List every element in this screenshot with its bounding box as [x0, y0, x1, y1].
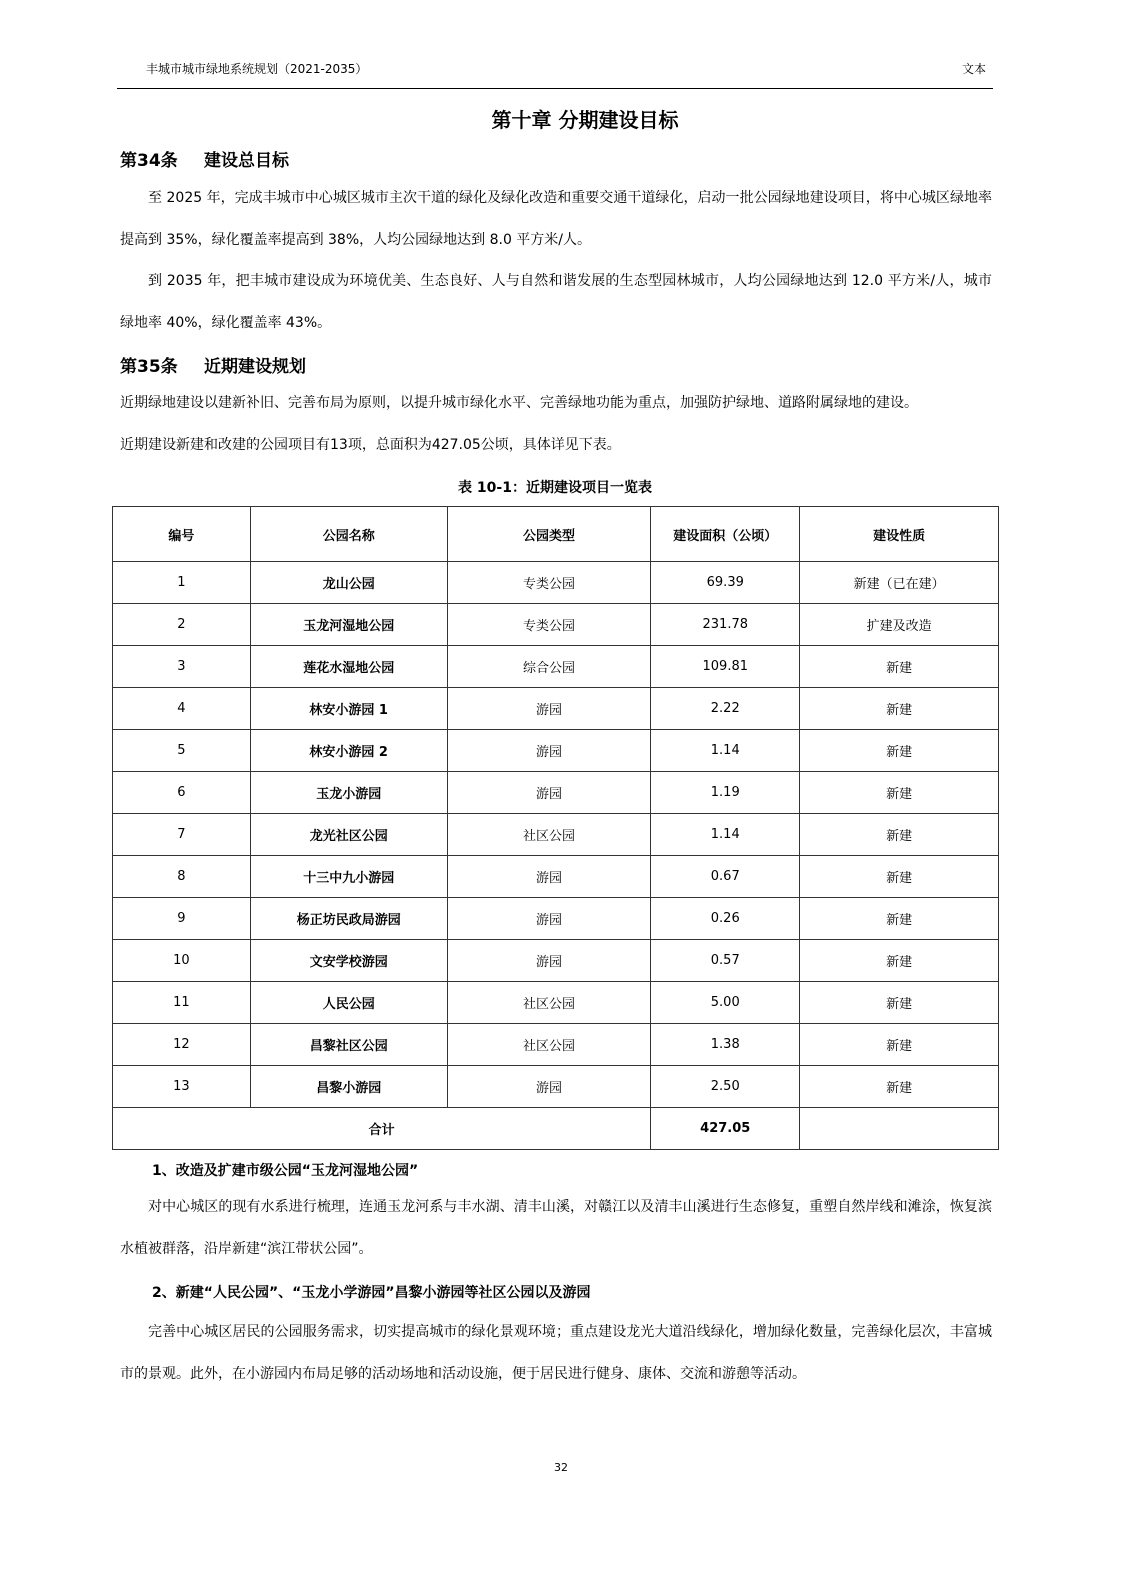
construction-area: 1.19 — [651, 772, 800, 814]
col-header-nature: 建设性质 — [800, 507, 999, 562]
construction-nature: 新建 — [800, 1066, 999, 1108]
construction-area: 1.38 — [651, 1024, 800, 1066]
section-1-heading: 1、改造及扩建市级公园“玉龙河湿地公园” — [152, 1163, 419, 1179]
article-34-number: 第34条 — [120, 151, 178, 171]
col-header-park-name: 公园名称 — [250, 507, 447, 562]
row-number: 8 — [113, 856, 251, 898]
park-type: 游园 — [447, 730, 651, 772]
article-34-paragraph-1: 至 2025 年，完成丰城市中心城区城市主次干道的绿化及绿化改造和重要交通干道绿化，启动一批公园绿地建设项目，将中心城区绿地率提高到 35%，绿化覆盖率提高到 38%，人均公园绿地达到 8.0 平方米/人。 — [120, 190, 992, 248]
article-35-paragraph-2: 近期建设新建和改建的公园项目有13项，总面积为427.05公顷，具体详见下表。 — [120, 437, 621, 453]
park-type: 游园 — [447, 772, 651, 814]
park-type: 游园 — [447, 856, 651, 898]
table-row — [113, 856, 999, 898]
article-35-number: 第35条 — [120, 357, 178, 377]
table-row — [113, 1066, 999, 1108]
park-name: 林安小游园 2 — [250, 730, 447, 772]
table-caption: 表 10-1：近期建设项目一览表 — [458, 480, 652, 496]
park-name: 玉龙河湿地公园 — [250, 604, 447, 646]
construction-area: 69.39 — [651, 562, 800, 604]
article-35-paragraph-1: 近期绿地建设以建新补旧、完善布局为原则，以提升城市绿化水平、完善绿地功能为重点，加强防护绿地、道路附属绿地的建设。 — [120, 395, 918, 411]
construction-nature: 新建 — [800, 940, 999, 982]
table-row — [113, 646, 999, 688]
construction-nature: 新建 — [800, 772, 999, 814]
construction-area: 1.14 — [651, 730, 800, 772]
park-name: 十三中九小游园 — [250, 856, 447, 898]
table-row — [113, 604, 999, 646]
construction-area: 231.78 — [651, 604, 800, 646]
table-row — [113, 940, 999, 982]
col-header-park-type: 公园类型 — [447, 507, 651, 562]
park-name: 龙山公园 — [250, 562, 447, 604]
section-2-heading: 2、新建“人民公园”、“玉龙小学游园”昌黎小游园等社区公园以及游园 — [152, 1285, 591, 1301]
construction-nature: 扩建及改造 — [800, 604, 999, 646]
table-row — [113, 814, 999, 856]
row-number: 5 — [113, 730, 251, 772]
article-34-title: 建设总目标 — [204, 151, 289, 171]
table-row — [113, 1024, 999, 1066]
construction-nature: 新建 — [800, 1024, 999, 1066]
page-number: 32 — [554, 1461, 568, 1474]
construction-nature: 新建 — [800, 856, 999, 898]
table-row — [113, 982, 999, 1024]
total-label: 合计 — [113, 1108, 651, 1150]
park-name: 林安小游园 1 — [250, 688, 447, 730]
total-empty-cell — [800, 1108, 999, 1150]
table-row — [113, 730, 999, 772]
construction-nature: 新建 — [800, 688, 999, 730]
col-header-number: 编号 — [113, 507, 251, 562]
park-type: 专类公园 — [447, 562, 651, 604]
park-type: 社区公园 — [447, 814, 651, 856]
article-34-heading — [120, 146, 289, 171]
construction-area: 0.57 — [651, 940, 800, 982]
row-number: 9 — [113, 898, 251, 940]
project-table — [112, 506, 999, 1150]
article-35-title: 近期建设规划 — [204, 357, 306, 377]
park-name: 文安学校游园 — [250, 940, 447, 982]
construction-nature: 新建 — [800, 982, 999, 1024]
park-name: 昌黎小游园 — [250, 1066, 447, 1108]
table-row — [113, 562, 999, 604]
park-type: 游园 — [447, 940, 651, 982]
table-header-row — [113, 507, 999, 562]
header-doc-title: 丰城市城市绿地系统规划（2021-2035） — [146, 62, 368, 76]
header-doc-type: 文本 — [961, 62, 986, 76]
park-type: 专类公园 — [447, 604, 651, 646]
construction-area: 5.00 — [651, 982, 800, 1024]
park-name: 玉龙小游园 — [250, 772, 447, 814]
park-name: 杨正坊民政局游园 — [250, 898, 447, 940]
park-type: 社区公园 — [447, 1024, 651, 1066]
park-type: 综合公园 — [447, 646, 651, 688]
article-35-heading — [120, 352, 306, 377]
table-row — [113, 898, 999, 940]
park-name: 龙光社区公园 — [250, 814, 447, 856]
construction-nature: 新建（已在建） — [800, 562, 999, 604]
section-1-body: 对中心城区的现有水系进行梳理，连通玉龙河系与丰水湖、清丰山溪，对赣江以及清丰山溪进行生态修复，重塑自然岸线和滩涂，恢复滨水植被群落，沿岸新建“滨江带状公园”。 — [120, 1199, 992, 1257]
row-number: 2 — [113, 604, 251, 646]
construction-nature: 新建 — [800, 898, 999, 940]
park-name: 人民公园 — [250, 982, 447, 1024]
construction-area: 1.14 — [651, 814, 800, 856]
table-row — [113, 688, 999, 730]
row-number: 7 — [113, 814, 251, 856]
construction-area: 2.50 — [651, 1066, 800, 1108]
chapter-title: 第十章 分期建设目标 — [491, 108, 679, 132]
header-divider — [117, 88, 993, 89]
park-name: 昌黎社区公园 — [250, 1024, 447, 1066]
total-value: 427.05 — [651, 1108, 800, 1150]
table-row — [113, 772, 999, 814]
construction-area: 2.22 — [651, 688, 800, 730]
construction-nature: 新建 — [800, 730, 999, 772]
construction-area: 109.81 — [651, 646, 800, 688]
section-2-body: 完善中心城区居民的公园服务需求，切实提高城市的绿化景观环境；重点建设龙光大道沿线绿化，增加绿化数量，完善绿化层次，丰富城市的景观。此外，在小游园内布局足够的活动场地和活动设施，便于居民进行健身、康体、交流和游憩等活动。 — [120, 1324, 992, 1382]
row-number: 11 — [113, 982, 251, 1024]
construction-nature: 新建 — [800, 814, 999, 856]
col-header-area: 建设面积（公顷） — [651, 507, 800, 562]
park-name: 莲花水湿地公园 — [250, 646, 447, 688]
park-type: 游园 — [447, 688, 651, 730]
table-total-row — [113, 1108, 999, 1150]
construction-nature: 新建 — [800, 646, 999, 688]
row-number: 13 — [113, 1066, 251, 1108]
construction-area: 0.67 — [651, 856, 800, 898]
park-type: 游园 — [447, 898, 651, 940]
row-number: 6 — [113, 772, 251, 814]
row-number: 4 — [113, 688, 251, 730]
park-type: 游园 — [447, 1066, 651, 1108]
table-body — [113, 562, 999, 1108]
row-number: 12 — [113, 1024, 251, 1066]
park-type: 社区公园 — [447, 982, 651, 1024]
row-number: 1 — [113, 562, 251, 604]
row-number: 3 — [113, 646, 251, 688]
construction-area: 0.26 — [651, 898, 800, 940]
row-number: 10 — [113, 940, 251, 982]
article-34-paragraph-2: 到 2035 年，把丰城市建设成为环境优美、生态良好、人与自然和谐发展的生态型园林城市，人均公园绿地达到 12.0 平方米/人，城市绿地率 40%，绿化覆盖率 43%。 — [120, 273, 992, 331]
